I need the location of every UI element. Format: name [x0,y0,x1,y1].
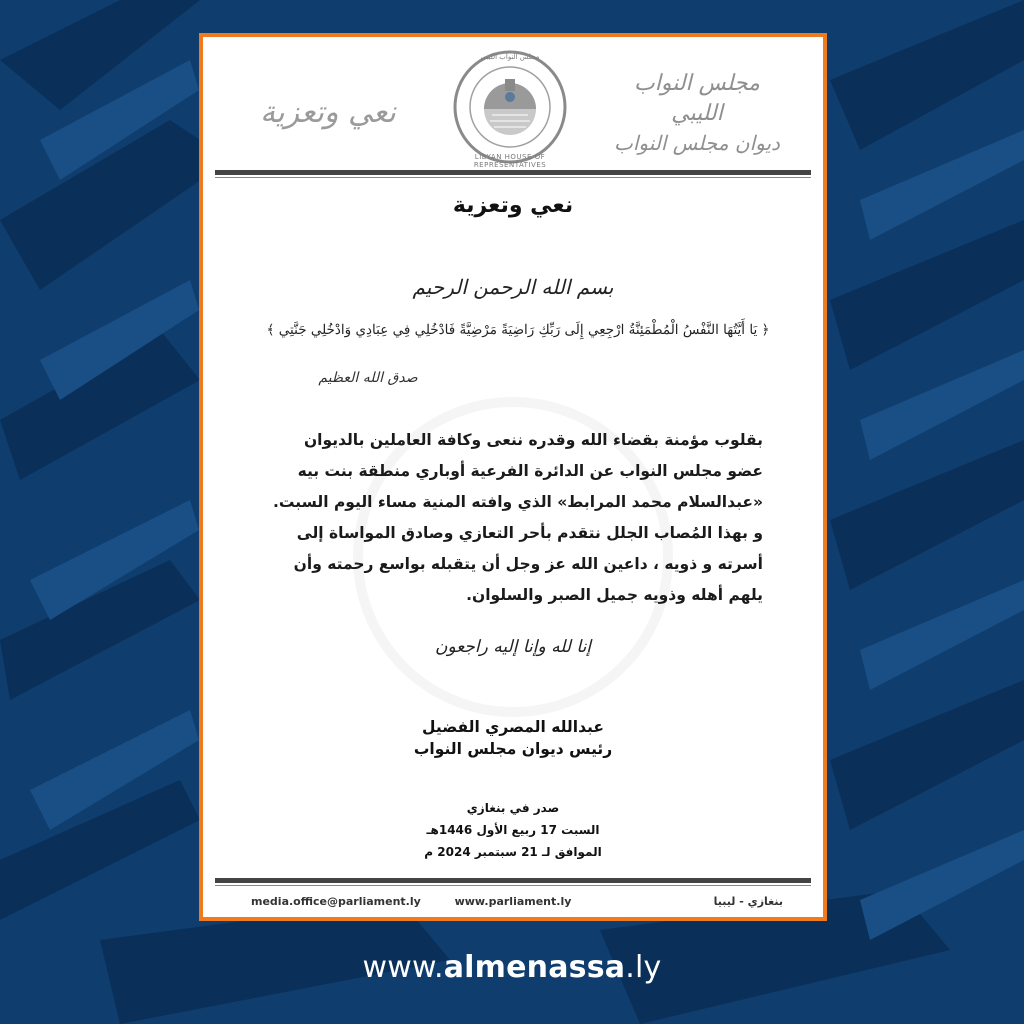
condolence-body [273,425,763,611]
footer-email: media.office@parliament.ly [251,895,421,908]
document-title: نعي وتعزية [452,193,574,218]
footer-divider-thin [215,885,811,886]
issue-info [203,797,823,863]
hijri-date: السبت 17 ربيع الأول 1446هـ [426,823,600,837]
signatory-name: عبدالله المصري الفضيل [422,718,604,736]
parliament-logo-text [607,69,787,157]
body-line: أسرته و ذويه ، داعين الله عز وجل أن يتقبله بواسع رحمته وأن [293,555,763,573]
emblem-arabic-text: مجلس النواب الليبي [480,53,540,61]
issue-place: صدر في بنغازي [466,801,560,815]
signature-block [203,716,823,760]
signatory-position: رئيس ديوان مجلس النواب [413,740,613,758]
letter-footer [203,893,823,913]
condolence-document [199,33,827,921]
body-line: عضو مجلس النواب عن الدائرة الفرعية أوباري منطقة بنت بيه [297,462,763,480]
basmala: بسم الله الرحمن الرحيم [412,275,614,299]
body-line: «عبدالسلام محمد المرابط» الذي وافته المنية مساء اليوم السبت. [273,493,763,511]
emblem-english-text: LIBYAN HOUSE OF REPRESENTATIVES [473,153,547,169]
footer-divider [215,878,811,883]
header-divider [215,170,811,175]
gregorian-date: الموافق لـ 21 سبتمبر 2024 م [424,845,602,859]
site-name: almenassa [443,950,626,985]
sadaq-allah: صدق الله العظيم [318,370,418,386]
header-label: نعي وتعزية [260,95,396,130]
site-watermark-url [0,950,1024,985]
site-prefix: www. [362,950,444,985]
body-line: و بهذا المُصاب الجلل نتقدم بأحر التعازي وصادق المواساة إلى [296,524,763,542]
body-line: يلهم أهله وذويه جميل الصبر والسلوان. [466,586,763,604]
org-name: مجلس النواب الليبي [634,71,760,126]
site-suffix: .ly [625,950,662,985]
letterhead [203,37,823,177]
footer-website: www.parliament.ly [454,895,572,908]
footer-city: بنغازي - ليبيا [713,895,783,908]
quran-verse: ﴿ يَا أَيَّتُهَا النَّفْسُ الْمُطْمَئِنَّةُ ارْجِعِي إِلَى رَبِّكِ رَاضِيَةً مَرْضِيَّةً فَادْخُلِي فِي عِبَادِي وَادْخُلِي جَنَّتِي ﴾ [266,322,770,338]
parliament-emblem [452,49,568,169]
org-office: ديوان مجلس النواب [614,131,780,155]
inna-lillah: إنا لله وإنا إليه راجعون [434,637,592,657]
header-divider-thin [215,177,811,178]
body-line: بقلوب مؤمنة بقضاء الله وقدره ننعى وكافة العاملين بالديوان [303,431,763,449]
